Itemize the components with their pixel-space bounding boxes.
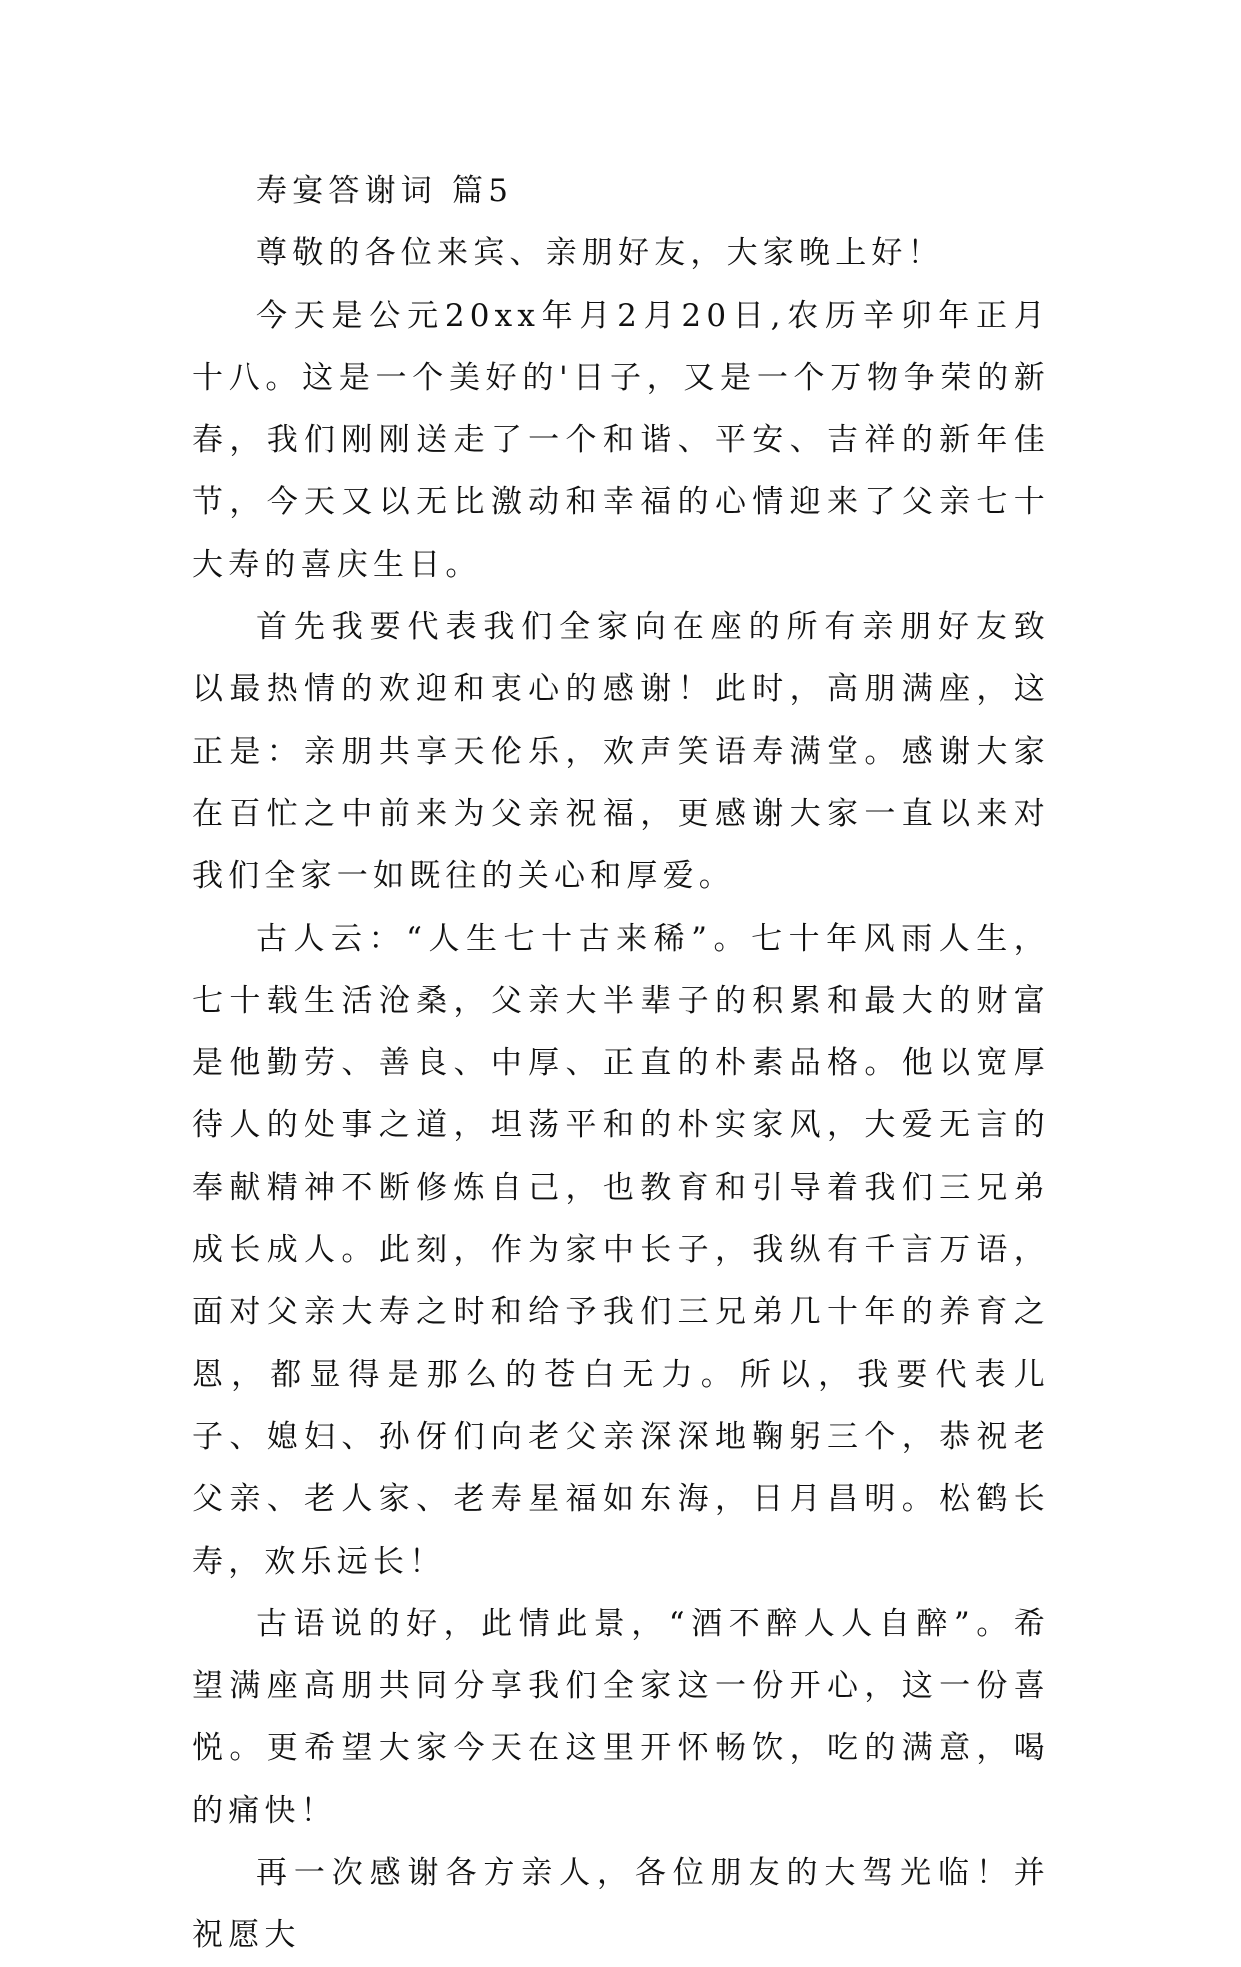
document-body [192,160,1050,1967]
paragraph-date: 今天是公元20xx年月2月20日,农历辛卯年正月十八。这是一个美好的'日子，又是一个万物争荣的新春，我们刚刚送走了一个和谐、平安、吉祥的新年佳节，今天又以无比激动和幸福的心情迎来了父亲七十大寿的喜庆生日。 [192,297,1050,583]
paragraph-father: 古人云：“人生七十古来稀”。七十年风雨人生，七十载生活沧桑，父亲大半辈子的积累和最大的财富是他勤劳、善良、中厚、正直的朴素品格。他以宽厚待人的处事之道，坦荡平和的朴实家风，大爱无言的奉献精神不断修炼自己，也教育和引导着我们三兄弟成长成人。此刻，作为家中长子，我纵有千言万语，面对父亲大寿之时和给予我们三兄弟几十年的养育之恩，都显得是那么的苍白无力。所以，我要代表儿子、媳妇、孙伢们向老父亲深深地鞠躬三个，恭祝老父亲、老人家、老寿星福如东海，日月昌明。松鹤长寿，欢乐远长！ [192,920,1050,1580]
paragraph-thanks: 首先我要代表我们全家向在座的所有亲朋好友致以最热情的欢迎和衷心的感谢！此时，高朋满座，这正是：亲朋共享天伦乐，欢声笑语寿满堂。感谢大家在百忙之中前来为父亲祝福，更感谢大家一直以来对我们全家一如既往的关心和厚爱。 [192,609,1050,895]
document-title: 寿宴答谢词 篇5 [256,173,514,209]
paragraph-closing: 再一次感谢各方亲人，各位朋友的大驾光临！并祝愿大 [192,1855,1050,1954]
paragraph-greeting: 尊敬的各位来宾、亲朋好友，大家晚上好！ [256,235,944,272]
paragraph-toast: 古语说的好，此情此景，“酒不醉人人自醉”。希望满座高朋共同分享我们全家这一份开心，这一份喜悦。更希望大家今天在这里开怀畅饮，吃的满意，喝的痛快！ [192,1605,1050,1829]
